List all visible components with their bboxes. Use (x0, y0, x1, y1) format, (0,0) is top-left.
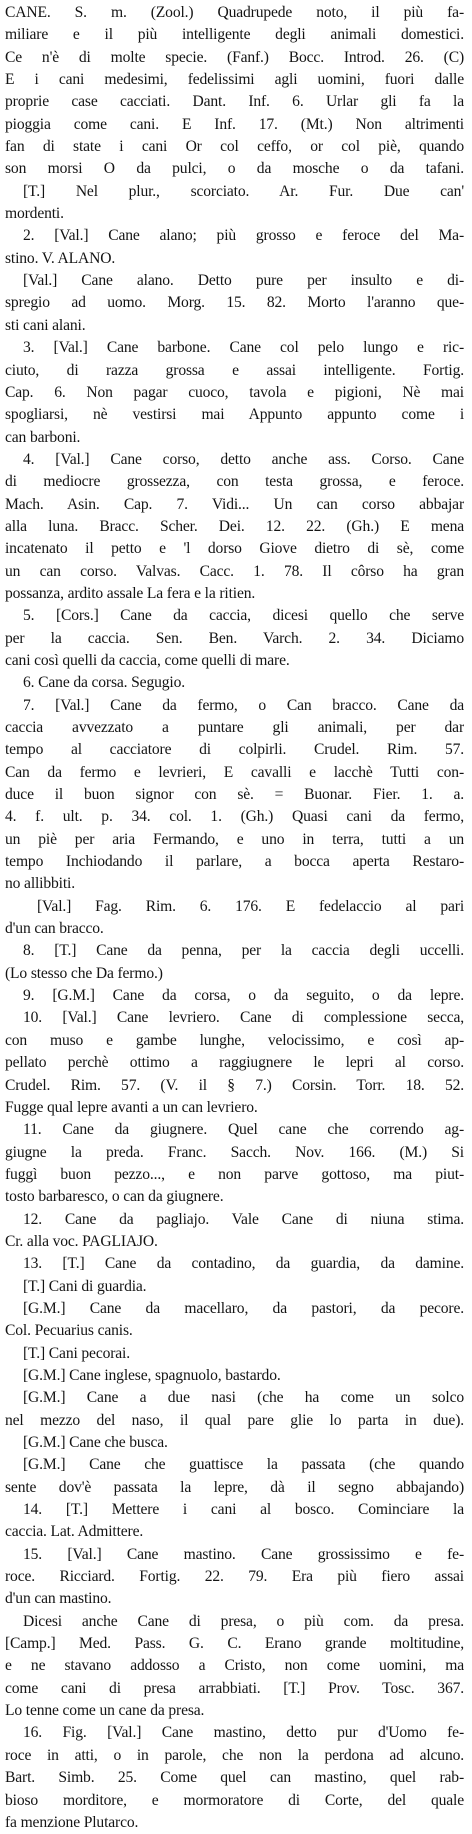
text-line: 4. f. ult. p. 34. col. 1. (Gh.) Quasi cani da fermo, (5, 808, 464, 826)
text-line: [G.M.] Cane da macellaro, da pastori, da pecore. (23, 1299, 464, 1317)
text-line: Cap. 6. Non pagar cuoco, tavola e pigioni, Nè mai (5, 383, 464, 401)
text-line: d'un can mastino. (5, 1590, 112, 1608)
text-line: 16. Fig. [Val.] Cane mastino, detto pur d'Uomo fe- (23, 1724, 464, 1742)
text-line: 10. [Val.] Cane levriero. Cane di complessione secca, (23, 1009, 464, 1027)
text-line: come cani di presa arrabbiati. [T.] Prov. Tosc. 367. (5, 1679, 464, 1697)
text-line: proprie case cacciati. Dant. Inf. 6. Urlar gli fa la (5, 93, 464, 111)
text-line: Dicesi anche Cane di presa, o più com. da presa. (23, 1612, 464, 1630)
text-line: d'un can bracco. (5, 920, 104, 938)
text-line: [G.M.] Cane che guattisce la passata (che quando (23, 1456, 464, 1474)
text-line: [Val.] Fag. Rim. 6. 176. E fedelaccio al pari (37, 897, 464, 915)
text-line: Ce n'è di molte specie. (Fanf.) Bocc. Introd. 26. (C) (5, 48, 464, 66)
text-line: no allibbiti. (5, 875, 75, 893)
text-line: di mediocre grossezza, con testa grossa, e feroce. (5, 473, 464, 491)
text-line: [Val.] Cane alano. Detto pure per insulto e di- (23, 272, 464, 290)
text-line: 3. [Val.] Cane barbone. Cane col pelo lungo e ric- (23, 339, 464, 357)
text-line: possanza, ardito assale La fera e la ritien. (5, 584, 256, 602)
text-line: Crudel. Rim. 57. (V. il § 7.) Corsin. Torr. 18. 52. (5, 1076, 464, 1094)
text-line: fan di state i cani Or col ceffo, or col piè, quando (5, 138, 464, 156)
text-line: spregio ad uomo. Morg. 15. 82. Morto l'aranno que- (5, 294, 464, 312)
text-line: nel mezzo del naso, il qual pare glie lo parta in due). (5, 1411, 464, 1429)
text-line: 12. Cane da pagliajo. Vale Cane di niuna stima. (23, 1210, 464, 1228)
text-line: caccia avvezzato a puntare gli animali, per dar (5, 719, 464, 736)
text-line: duce il buon signor con sè. = Buonar. Fier. 1. a. (5, 786, 464, 804)
text-line: tosto barbaresco, o can da giugnere. (5, 1188, 224, 1206)
text-line: Fugge qual lepre avanti a un can levriero. (5, 1098, 258, 1116)
text-line: 15. [Val.] Cane mastino. Cane grossissimo e fe- (23, 1545, 464, 1563)
text-line: incatenato il petto e 'l dorso Giove dietro di sè, come (5, 540, 464, 558)
text-line: 11. Cane da giugnere. Quel cane che correndo ag- (23, 1121, 464, 1139)
text-line: [T.] Cani pecorai. (23, 1344, 130, 1362)
text-line: son morsi O da pulci, o da mosche o da tafani. (5, 160, 464, 178)
text-line: spogliarsi, nè vestirsi mai Appunto appunto come i (5, 406, 464, 424)
text-line: pioggia come cani. E Inf. 17. (Mt.) Non altrimenti (5, 115, 464, 133)
text-line: bioso morditore, e mormoratore di Corte, del quale (5, 1791, 464, 1809)
text-line: per la caccia. Sen. Ben. Varch. 2. 34. Diciamo (5, 629, 464, 647)
text-line: 2. [Val.] Cane alano; più grosso e feroce del Ma- (23, 227, 464, 245)
text-line: Col. Pecuarius canis. (5, 1322, 133, 1340)
text-line: 13. [T.] Cane da contadino, da guardia, da damine. (23, 1255, 464, 1273)
text-line: [G.M.] Cane inglese, spagnuolo, bastardo. (23, 1366, 281, 1384)
text-line: mordenti. (5, 205, 64, 223)
text-line: cani così quelli da caccia, come quelli di mare. (5, 651, 290, 669)
text-line: pellato perchè ottimo a raggiugnere le lepri al corso. (5, 1054, 464, 1072)
text-line: roce. Ricciard. Fortig. 22. 79. Era più fiero assai (5, 1568, 464, 1586)
text-line: tempo Inchiodando il parlare, a bocca aperta Restaro- (5, 853, 464, 871)
text-line: 5. [Cors.] Cane da caccia, dicesi quello che serve (23, 607, 464, 625)
text-line: e ne stavano addosso a Cristo, non come uomini, ma (5, 1657, 464, 1675)
text-line: sente dov'è passata la lepre, dà il segno abbajando) (5, 1478, 464, 1496)
text-line: Cr. alla voc. PAGLIAJO. (5, 1232, 158, 1250)
text-line: Can da fermo e levrieri, E cavalli e lacchè Tutti con- (5, 763, 464, 781)
text-line: Bart. Simb. 25. Come quel can mastino, quel rab- (5, 1769, 464, 1787)
text-line: [G.M.] Cane a due nasi (che ha come un solco (23, 1389, 464, 1407)
text-line: 6. Cane da corsa. Segugio. (23, 674, 185, 692)
text-line: 8. [T.] Cane da penna, per la caccia degli uccelli. (23, 942, 464, 960)
text-line: un can corso. Valvas. Cacc. 1. 78. Il côrso ha gran (5, 562, 464, 580)
text-line: Lo tenne come un cane da presa. (5, 1702, 205, 1720)
text-line: tempo al cacciatore di colpirli. Crudel. Rim. 57. (5, 741, 464, 759)
text-line: fa menzione Plutarco. (5, 1813, 139, 1831)
text-line: giugne la preda. Franc. Sacch. Nov. 166. (M.) Si (5, 1143, 464, 1161)
text-line: can barboni. (5, 428, 81, 446)
text-line: roce in atti, o in parole, che non la perdona ad alcuno. (5, 1746, 464, 1764)
text-line: 7. [Val.] Cane da fermo, o Can bracco. Cane da (23, 696, 464, 714)
text-line: E i cani medesimi, fedelissimi agli uomini, fuori dalle (5, 71, 464, 89)
text-line: [G.M.] Cane che busca. (23, 1434, 168, 1451)
text-line: Mach. Asin. Cap. 7. Vidi... Un can corso abbajar (5, 495, 464, 513)
text-line: stino. V. ALANO. (5, 249, 116, 267)
text-line: sti cani alani. (5, 316, 86, 334)
text-line: [T.] Nel plur., scorciato. Ar. Fur. Due can' (23, 182, 464, 200)
text-line: 4. [Val.] Cane corso, detto anche ass. Corso. Cane (23, 450, 464, 468)
text-line: un piè per aria Fermando, e uno in terra, tutti a un (5, 830, 464, 848)
text-line: caccia. Lat. Admittere. (5, 1523, 144, 1541)
text-line: CANE. S. m. (Zool.) Quadrupede noto, il più fa- (5, 4, 464, 21)
text-line: fuggì buon pezzo..., e non parve gottoso, ma piut- (5, 1165, 464, 1183)
text-line: [Camp.] Med. Pass. G. C. Erano grande moltitudine, (5, 1635, 464, 1653)
text-line: miliare e il più intelligente degli animali domestici. (5, 26, 464, 44)
text-line: ciuto, di razza grossa e assai intelligente. Fortig. (5, 361, 464, 379)
text-line: (Lo stesso che Da fermo.) (5, 964, 163, 982)
text-line: [T.] Cani di guardia. (23, 1277, 147, 1295)
text-line: con muso e gambe lunghe, velocissimo, e così ap- (5, 1031, 464, 1049)
text-line: alla luna. Bracc. Scher. Dei. 12. 22. (Gh.) E mena (5, 517, 464, 535)
text-line: 14. [T.] Mettere i cani al bosco. Cominciare la (23, 1501, 464, 1519)
text-line: 9. [G.M.] Cane da corsa, o da seguito, o da lepre. (23, 987, 464, 1005)
